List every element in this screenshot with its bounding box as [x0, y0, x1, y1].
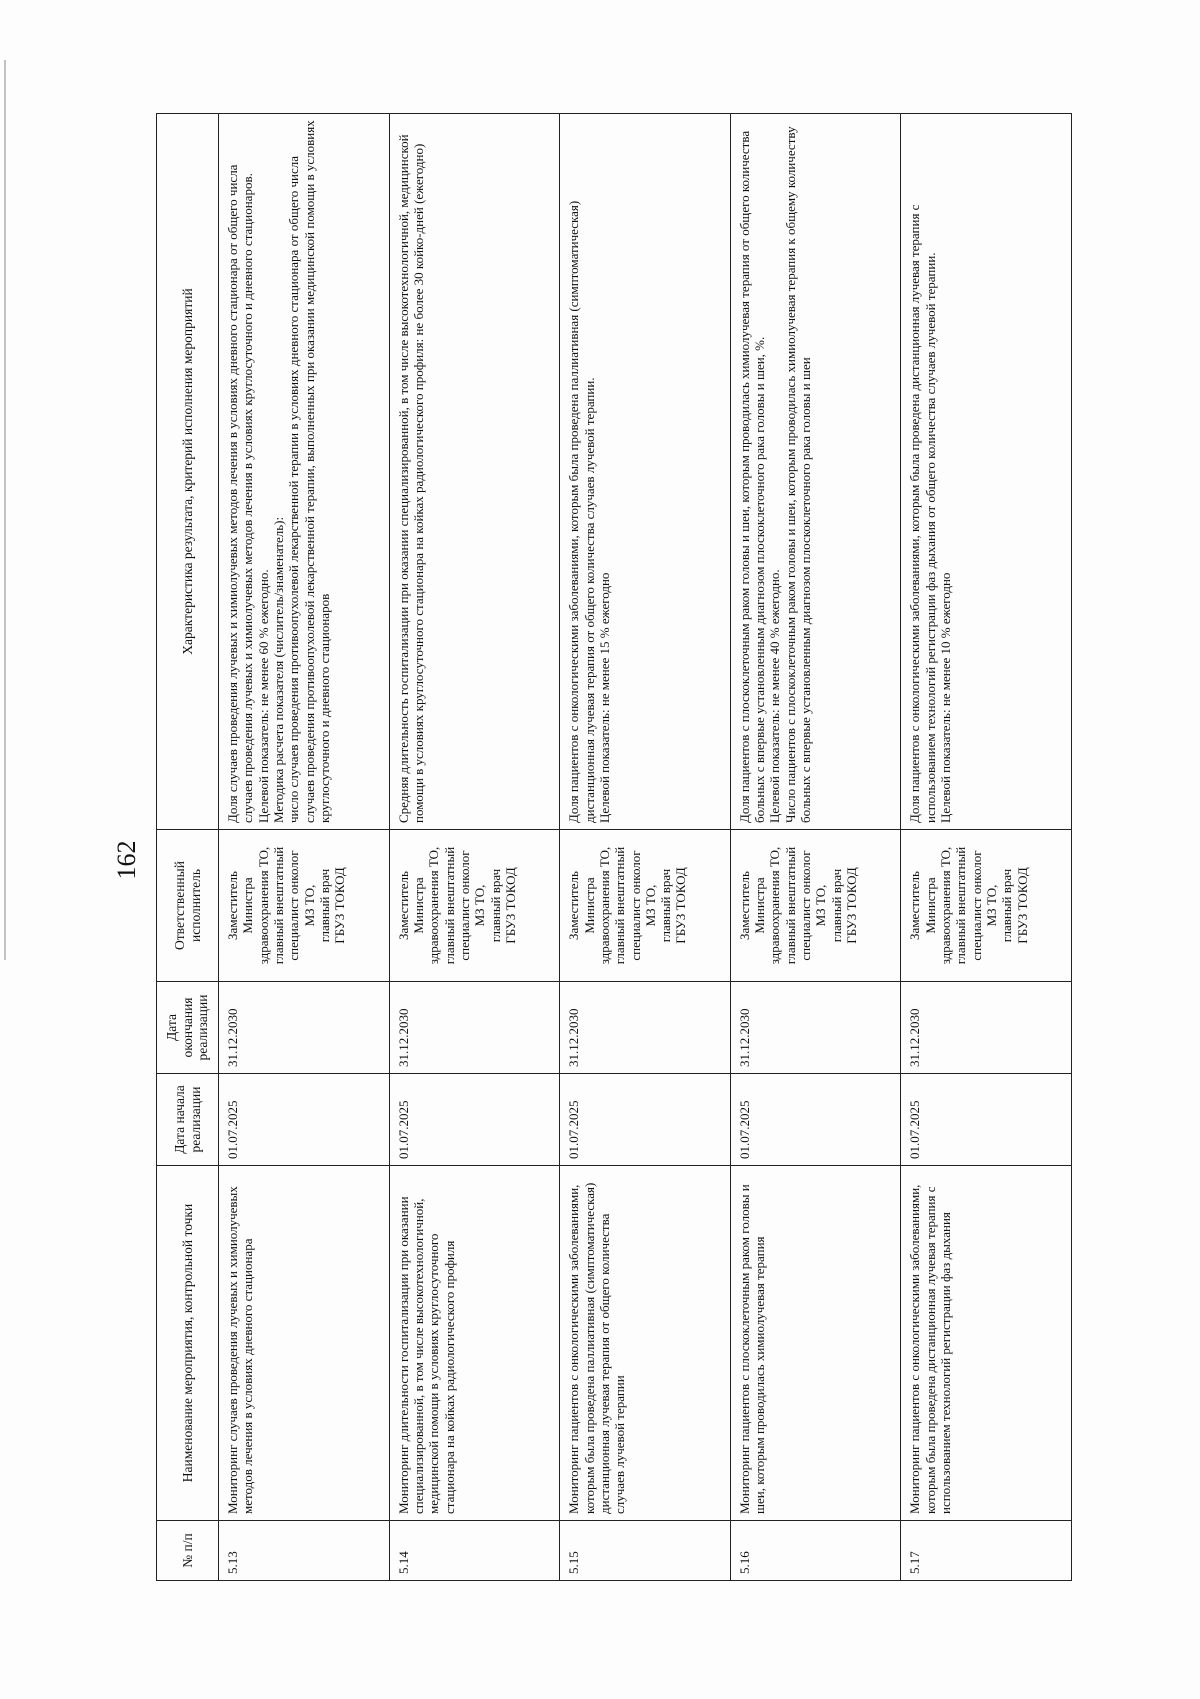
char-line: Доля пациентов с онкологическими заболеваниями, которым была проведена дистанционная лучевая терапия с использованием технологий регистрации фаз дыхания от общего количества случаев лучевой терапии.	[907, 204, 938, 823]
table-row	[219, 114, 390, 1581]
resp-line: Министра	[581, 877, 597, 934]
row-name: Мониторинг пациентов с онкологическими заболеваниями, которым была проведена паллиативная (симптоматическая) дистанционная лучевая терапия от общего количества случаев лучевой терапии	[560, 1166, 731, 1521]
resp-line: Заместитель	[736, 871, 752, 940]
row-name: Мониторинг пациентов с онкологическими заболеваниями, которым была проведена дистанционная лучевая терапия с использованием технологий регистрации фаз дыхания	[901, 1166, 1072, 1521]
resp-line: Заместитель	[395, 871, 411, 940]
resp-line: специалист онколог	[286, 850, 302, 961]
char-line: Методика расчета показателя (числитель/знаменатель):	[270, 516, 286, 823]
resp-line: здравоохранения ТО,	[426, 846, 442, 965]
row-name: Мониторинг длительности госпитализации при оказании специализированной, в том числе высокотехнологичной, медицинской помощи в условиях круглосуточного стационара на койках радиологического профиля	[389, 1166, 560, 1521]
char-line: Целевой показатель: не менее 60 % ежегодно.	[255, 569, 271, 823]
resp-line: главный внештатный	[612, 846, 628, 965]
resp-line: Заместитель	[566, 871, 582, 940]
resp-line: здравоохранения ТО,	[938, 846, 954, 965]
header-name: Наименование мероприятия, контрольной точки	[157, 1166, 219, 1521]
row-start: 01.07.2025	[730, 1074, 901, 1166]
row-num: 5.16	[730, 1521, 901, 1581]
resp-line: здравоохранения ТО,	[596, 846, 612, 965]
row-char	[560, 114, 731, 830]
resp-line: специалист онколог	[456, 850, 472, 961]
resp-line: главный внештатный	[782, 846, 798, 965]
char-line: Целевой показатель: не менее 40 % ежегодно.	[767, 569, 783, 823]
resp-line: специалист онколог	[968, 850, 984, 961]
resp-line: МЗ ТО,	[642, 884, 658, 927]
table-header-row	[157, 114, 219, 1581]
resp-line: главный внештатный	[441, 846, 457, 965]
row-name: Мониторинг случаев проведения лучевых и химиолучевых методов лечения в условиях дневного стационара	[219, 1166, 390, 1521]
row-start: 01.07.2025	[901, 1074, 1072, 1166]
row-end: 31.12.2030	[730, 982, 901, 1074]
resp-line: Министра	[240, 877, 256, 934]
row-start: 01.07.2025	[219, 1074, 390, 1166]
header-end: Дата окончания реализации	[157, 982, 219, 1074]
header-resp: Ответственный исполнитель	[157, 830, 219, 982]
char-line: Доля пациентов с онкологическими заболеваниями, которым была проведена паллиативная (симптоматическая) дистанционная лучевая терапия от общего количества случаев лучевой терапии.	[566, 200, 597, 823]
resp-line: МЗ ТО,	[472, 884, 488, 927]
row-char	[219, 114, 390, 830]
row-resp	[219, 830, 390, 982]
row-start: 01.07.2025	[560, 1074, 731, 1166]
char-line: Целевой показатель: не менее 10 % ежегодно	[938, 572, 954, 823]
header-start: Дата начала реализации	[157, 1074, 219, 1166]
row-end: 31.12.2030	[901, 982, 1072, 1074]
resp-line: Министра	[922, 877, 938, 934]
resp-line: ГБУЗ ТОКОД	[673, 867, 689, 944]
resp-line: главный врач	[487, 868, 503, 943]
char-line: Доля случаев проведения лучевых и химиолучевых методов лечения в условиях дневного стационара от общего числа случаев проведения лучевых и химиолучевых методов лечения в условиях круглосуточного и дневного стационаров.	[225, 164, 256, 823]
row-name: Мониторинг пациентов с плоскоклеточным раком головы и шеи, которым проводилась химиолучевая терапия	[730, 1166, 901, 1521]
char-line: Целевой показатель: не менее 15 % ежегодно	[596, 572, 612, 823]
row-resp	[730, 830, 901, 982]
resp-line: ГБУЗ ТОКОД	[1014, 867, 1030, 944]
row-end: 31.12.2030	[219, 982, 390, 1074]
table-row	[560, 114, 731, 1581]
resp-line: главный внештатный	[270, 846, 286, 965]
resp-line: здравоохранения ТО,	[255, 846, 271, 965]
resp-line: Заместитель	[907, 871, 923, 940]
row-resp	[560, 830, 731, 982]
resp-line: Министра	[752, 877, 768, 934]
row-num: 5.17	[901, 1521, 1072, 1581]
row-num: 5.14	[389, 1521, 560, 1581]
row-start: 01.07.2025	[389, 1074, 560, 1166]
resp-line: главный врач	[828, 868, 844, 943]
table-row	[901, 114, 1072, 1581]
header-num: № п/п	[157, 1521, 219, 1581]
resp-line: МЗ ТО,	[813, 884, 829, 927]
table-row	[389, 114, 560, 1581]
char-line: Доля пациентов с плоскоклеточным раком головы и шеи, которым проводилась химиолучевая терапия от общего количества больных с впервые установленным диагнозом плоскоклеточного рака головы и шеи, %.	[736, 130, 768, 823]
measures-table	[156, 113, 1072, 1581]
row-char	[389, 114, 560, 830]
resp-line: специалист онколог	[798, 850, 814, 961]
char-line: Число пациентов с плоскоклеточным раком головы и шеи, которым проводилась химиолучевая терапия к общему количеству больных с впервые установленным диагнозом плоскоклеточного рака головы и шеи	[782, 126, 814, 823]
resp-line: Министра	[410, 877, 426, 934]
row-num: 5.13	[219, 1521, 390, 1581]
scan-edge	[4, 60, 6, 960]
row-end: 31.12.2030	[389, 982, 560, 1074]
resp-line: главный врач	[316, 868, 332, 943]
row-end: 31.12.2030	[560, 982, 731, 1074]
resp-line: главный врач	[999, 868, 1015, 943]
row-num: 5.15	[560, 1521, 731, 1581]
resp-line: ГБУЗ ТОКОД	[502, 867, 518, 944]
resp-line: главный врач	[658, 868, 674, 943]
resp-line: МЗ ТО,	[984, 884, 1000, 927]
resp-line: главный внештатный	[953, 846, 969, 965]
char-line: Средняя длительность госпитализации при оказании специализированной, в том числе высокотехнологичной, медицинской помощи в условиях круглосуточного стационара на койках радиологического профиля: не более 30 койко-дней (ежегодно)	[395, 134, 426, 823]
resp-line: здравоохранения ТО,	[767, 846, 783, 965]
table-row	[730, 114, 901, 1581]
char-line: число случаев проведения противоопухолевой лекарственной терапии в условиях дневного стационара от общего числа случаев проведения противоопухолевой лекарственной терапии, выполненных при оказании медицинской помощи в условиях круглосуточного и дневного стационаров	[286, 120, 332, 823]
row-resp	[901, 830, 1072, 982]
resp-line: Заместитель	[225, 871, 240, 940]
row-char	[901, 114, 1072, 830]
resp-line: ГБУЗ ТОКОД	[844, 867, 860, 944]
resp-line: ГБУЗ ТОКОД	[332, 867, 348, 944]
page-number: 162	[112, 840, 141, 880]
landscape-content	[156, 114, 1072, 1581]
resp-line: специалист онколог	[627, 850, 643, 961]
rotated-table-area	[156, 114, 1072, 1581]
row-char	[730, 114, 901, 830]
resp-line: МЗ ТО,	[301, 884, 317, 927]
header-char: Характеристика результата, критерий исполнения мероприятий	[157, 114, 219, 830]
row-resp	[389, 830, 560, 982]
